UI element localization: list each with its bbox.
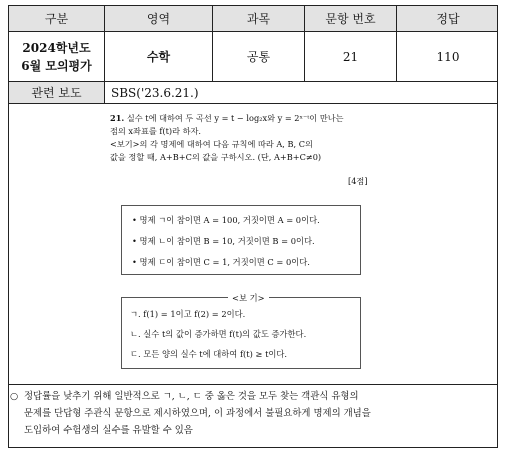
note-line1: 정답률을 낮추기 위해 일반적으로 ㄱ, ㄴ, ㄷ 중 옳은 것을 모두 찾는 객관식 유형의 [24, 391, 359, 402]
bogi-box [121, 293, 361, 369]
exam-area: 수학 [105, 32, 213, 81]
note-bullet: ○ [10, 391, 19, 402]
exam-name-line2: 6월 모의평가 [21, 58, 92, 73]
bogi-item-3: ㄷ. 모든 양의 실수 t에 대하여 f(t) ≥ t이다. [130, 349, 288, 359]
problem-text [110, 112, 370, 164]
header-question-number: 문항 번호 [305, 6, 397, 31]
exam-subject: 공통 [213, 32, 305, 81]
rule-2: • 명제 ㄴ이 참이면 B = 10, 거짓이면 B = 0이다. [132, 236, 315, 246]
exam-answer: 110 [436, 49, 460, 64]
header-subject: 과목 [213, 6, 305, 31]
problem-marks: [4점] [348, 176, 368, 186]
related-row [9, 82, 497, 104]
problem-line3: <보기>의 각 명제에 대하여 다음 규칙에 따라 A, B, C의 [110, 139, 313, 149]
note-line2: 문제를 단답형 주관식 문항으로 제시하였으며, 이 과정에서 불필요하게 명제의 개념을 [24, 408, 371, 419]
rules-box [121, 205, 361, 275]
exam-name [9, 32, 105, 81]
rule-3: • 명제 ㄷ이 참이면 C = 1, 거짓이면 C = 0이다. [132, 257, 310, 267]
bogi-title: <보 기> [228, 292, 269, 304]
note-line3: 도입하여 수험생의 실수를 유발할 수 있음 [24, 425, 193, 436]
problem-line1: 21. 실수 t에 대하여 두 곡선 y = t − log₂x와 y = 2ˣ⁻ᵗ이 만나는 [110, 113, 344, 123]
header-row [9, 6, 497, 32]
bogi-item-1: ㄱ. f(1) = 1이고 f(2) = 2이다. [130, 309, 246, 319]
exam-row [9, 32, 497, 82]
exam-question-number: 21 [305, 32, 397, 81]
rule-1: • 명제 ㄱ이 참이면 A = 100, 거짓이면 A = 0이다. [132, 215, 320, 225]
header-category: 구분 [9, 6, 105, 31]
note-text [10, 388, 486, 439]
related-value: SBS('23.6.21.) [111, 85, 199, 100]
exam-name-line1: 2024학년도 [22, 40, 91, 55]
header-area: 영역 [105, 6, 213, 31]
bogi-item-2: ㄴ. 실수 t의 값이 증가하면 f(t)의 값도 증가한다. [130, 329, 307, 339]
related-label: 관련 보도 [9, 82, 105, 103]
header-answer: 정답 [436, 12, 460, 26]
problem-line2: 점의 x좌표를 f(t)라 하자. [110, 126, 202, 136]
problem-number: 21. [110, 113, 125, 123]
problem-line4: 값을 정할 때, A+B+C의 값을 구하시오. (단, A+B+C≠0) [110, 152, 322, 162]
